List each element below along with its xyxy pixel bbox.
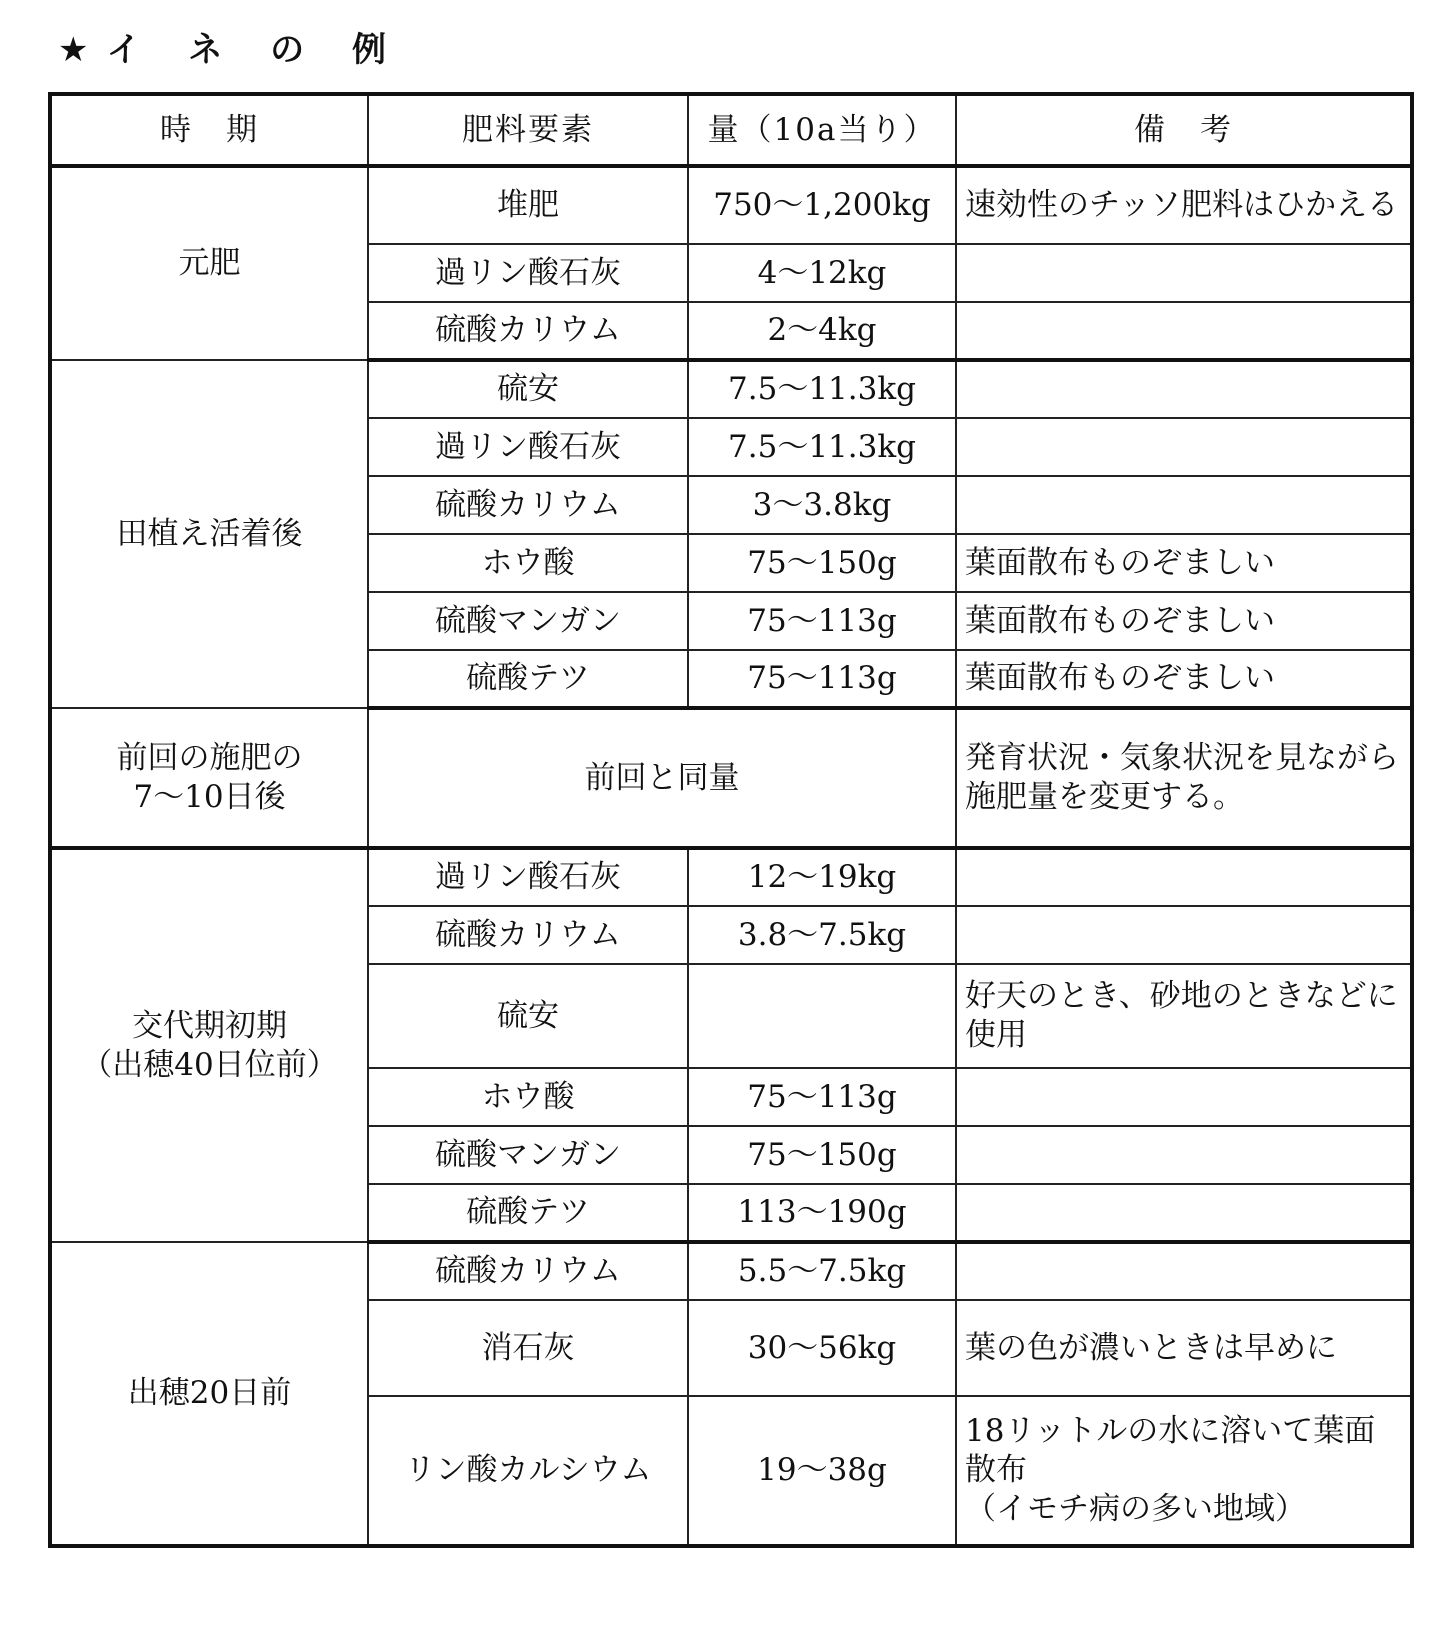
page-title: ★イ ネ の 例	[58, 30, 404, 70]
amount-cell: 7.5〜11.3kg	[688, 418, 956, 476]
note-cell: 葉の色が濃いときは早めに	[956, 1300, 1412, 1396]
table-row	[50, 848, 1412, 906]
note-cell	[956, 1242, 1412, 1300]
note-cell	[956, 906, 1412, 964]
note-cell: 葉面散布ものぞましい	[956, 650, 1412, 708]
note-cell	[956, 1396, 1412, 1546]
note-cell	[956, 848, 1412, 906]
note-line: 18リットルの水に溶いて葉面散布	[965, 1413, 1376, 1489]
element-cell: リン酸カルシウム	[368, 1396, 688, 1546]
note-cell	[956, 476, 1412, 534]
period-cell: 出穂20日前	[50, 1242, 368, 1546]
element-cell: 硫酸カリウム	[368, 476, 688, 534]
element-cell: ホウ酸	[368, 534, 688, 592]
amount-cell: 4〜12kg	[688, 244, 956, 302]
period-cell: 田植え活着後	[50, 360, 368, 708]
amount-cell	[688, 964, 956, 1068]
note-cell: 葉面散布ものぞましい	[956, 534, 1412, 592]
element-cell: 硫安	[368, 360, 688, 418]
note-cell	[956, 302, 1412, 360]
fertilizer-table	[48, 92, 1414, 1548]
period-line: 7〜10日後	[133, 778, 286, 815]
amount-cell: 75〜113g	[688, 592, 956, 650]
period-line: 交代期初期	[132, 1007, 287, 1044]
element-cell: 硫酸カリウム	[368, 302, 688, 360]
note-cell: 葉面散布ものぞましい	[956, 592, 1412, 650]
note-cell	[956, 418, 1412, 476]
period-cell: 元肥	[50, 166, 368, 360]
amount-cell: 113〜190g	[688, 1184, 956, 1242]
note-cell: 発育状況・気象状況を見ながら施肥量を変更する。	[956, 708, 1412, 848]
amount-cell: 7.5〜11.3kg	[688, 360, 956, 418]
amount-cell: 12〜19kg	[688, 848, 956, 906]
table-row	[50, 1242, 1412, 1300]
note-cell: 速効性のチッソ肥料はひかえる	[956, 166, 1412, 244]
element-cell: 硫酸マンガン	[368, 1126, 688, 1184]
element-cell: 過リン酸石灰	[368, 244, 688, 302]
table-row	[50, 708, 1412, 848]
merged-amount-cell: 前回と同量	[368, 708, 956, 848]
element-cell: 硫酸カリウム	[368, 906, 688, 964]
header-note: 備 考	[956, 94, 1412, 166]
amount-cell: 75〜113g	[688, 1068, 956, 1126]
element-cell: ホウ酸	[368, 1068, 688, 1126]
amount-cell: 75〜113g	[688, 650, 956, 708]
amount-cell: 75〜150g	[688, 534, 956, 592]
header-amount: 量（10a当り）	[688, 94, 956, 166]
header-element: 肥料要素	[368, 94, 688, 166]
amount-cell: 19〜38g	[688, 1396, 956, 1546]
period-cell	[50, 848, 368, 1242]
header-period: 時 期	[50, 94, 368, 166]
note-cell	[956, 1126, 1412, 1184]
note-cell: 好天のとき、砂地のときなどに使用	[956, 964, 1412, 1068]
element-cell: 過リン酸石灰	[368, 418, 688, 476]
element-cell: 堆肥	[368, 166, 688, 244]
element-cell: 硫安	[368, 964, 688, 1068]
amount-cell: 2〜4kg	[688, 302, 956, 360]
note-cell	[956, 1184, 1412, 1242]
amount-cell: 30〜56kg	[688, 1300, 956, 1396]
period-line: （出穂40日位前）	[81, 1046, 338, 1083]
amount-cell: 3〜3.8kg	[688, 476, 956, 534]
period-cell	[50, 708, 368, 848]
amount-cell: 5.5〜7.5kg	[688, 1242, 956, 1300]
table-row	[50, 166, 1412, 244]
element-cell: 過リン酸石灰	[368, 848, 688, 906]
note-cell	[956, 244, 1412, 302]
table-row	[50, 360, 1412, 418]
period-line: 前回の施肥の	[116, 739, 303, 776]
element-cell: 硫酸テツ	[368, 1184, 688, 1242]
note-cell	[956, 360, 1412, 418]
note-cell	[956, 1068, 1412, 1126]
amount-cell: 75〜150g	[688, 1126, 956, 1184]
element-cell: 硫酸マンガン	[368, 592, 688, 650]
amount-cell: 750〜1,200kg	[688, 166, 956, 244]
element-cell: 消石灰	[368, 1300, 688, 1396]
element-cell: 硫酸カリウム	[368, 1242, 688, 1300]
element-cell: 硫酸テツ	[368, 650, 688, 708]
amount-cell: 3.8〜7.5kg	[688, 906, 956, 964]
header-row	[50, 94, 1412, 166]
note-line: （イモチ病の多い地域）	[965, 1490, 1306, 1527]
